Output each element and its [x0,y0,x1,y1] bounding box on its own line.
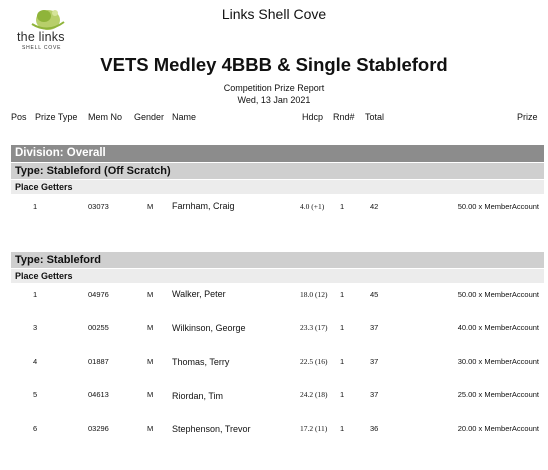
row-rnd: 1 [340,424,345,433]
place-getters-label: Place Getters [15,181,73,192]
row-gender: M [147,357,154,366]
row-pos: 1 [33,202,38,211]
row-gender: M [147,323,154,332]
row-prize: 25.00 x MemberAccount [457,390,539,399]
row-mem-no: 04613 [88,390,109,399]
division-bar [11,145,544,162]
type-label: Type: Stableford (Off Scratch) [15,164,171,177]
row-total: 37 [370,390,379,399]
row-mem-no: 00255 [88,323,109,332]
club-name: Links Shell Cove [221,6,327,22]
type-bar [11,252,544,268]
row-prize: 30.00 x MemberAccount [457,357,539,366]
row-hdcp: 17.2 (11) [300,424,328,433]
col-header-name: Name [172,112,197,122]
row-pos: 1 [33,290,38,299]
division-label: Division: Overall [15,147,106,159]
row-total: 45 [370,290,379,299]
row-total: 37 [370,357,379,366]
row-name: Farnham, Craig [172,201,235,211]
row-mem-no: 04976 [88,290,109,299]
report-date: Wed, 13 Jan 2021 [237,95,311,105]
row-rnd: 1 [340,357,345,366]
row-mem-no: 03073 [88,202,109,211]
col-header-gender: Gender [134,112,165,122]
row-gender: M [147,290,154,299]
row-name: Thomas, Terry [172,357,230,367]
row-pos: 3 [33,323,38,332]
col-header-rnd: Rnd# [333,112,355,122]
row-name: Riordan, Tim [172,391,224,401]
row-pos: 6 [33,424,38,433]
row-prize: 40.00 x MemberAccount [457,323,539,332]
row-rnd: 1 [340,323,345,332]
col-header-pos: Pos [11,112,27,122]
place-getters-label: Place Getters [15,270,73,281]
logo-wordmark: the links [17,30,65,44]
col-header-mem-no: Mem No [88,112,123,122]
col-header-total: Total [365,112,385,122]
row-mem-no: 01887 [88,357,109,366]
row-total: 37 [370,323,379,332]
row-gender: M [147,424,154,433]
col-header-prize: Prize [517,112,538,122]
row-mem-no: 03296 [88,424,109,433]
row-gender: M [147,390,154,399]
type-bar [11,163,544,179]
row-hdcp: 18.0 (12) [300,290,328,299]
report-subtitle: Competition Prize Report [223,83,325,93]
row-name: Stephenson, Trevor [172,424,251,434]
row-hdcp: 24.2 (18) [300,390,328,399]
logo-subtext: SHELL COVE [22,45,62,51]
place-getters-bar [11,180,544,194]
col-header-prize-type: Prize Type [35,112,78,122]
row-gender: M [147,202,154,211]
row-hdcp: 23.3 (17) [300,323,328,332]
place-getters-bar [11,269,544,283]
row-rnd: 1 [340,390,345,399]
row-rnd: 1 [340,290,345,299]
report-title: VETS Medley 4BBB & Single Stableford [100,54,448,75]
type-label: Type: Stableford [15,253,101,266]
row-pos: 5 [33,390,38,399]
row-total: 36 [370,424,379,433]
row-name: Wilkinson, George [172,323,246,333]
row-hdcp: 22.5 (16) [300,357,328,366]
row-prize: 50.00 x MemberAccount [457,202,539,211]
row-hdcp: 4.0 (+1) [300,202,325,211]
row-pos: 4 [33,357,38,366]
row-prize: 20.00 x MemberAccount [457,424,539,433]
row-rnd: 1 [340,202,345,211]
row-total: 42 [370,202,379,211]
row-name: Walker, Peter [172,289,226,299]
col-header-hdcp: Hdcp [302,112,324,122]
row-prize: 50.00 x MemberAccount [457,290,539,299]
